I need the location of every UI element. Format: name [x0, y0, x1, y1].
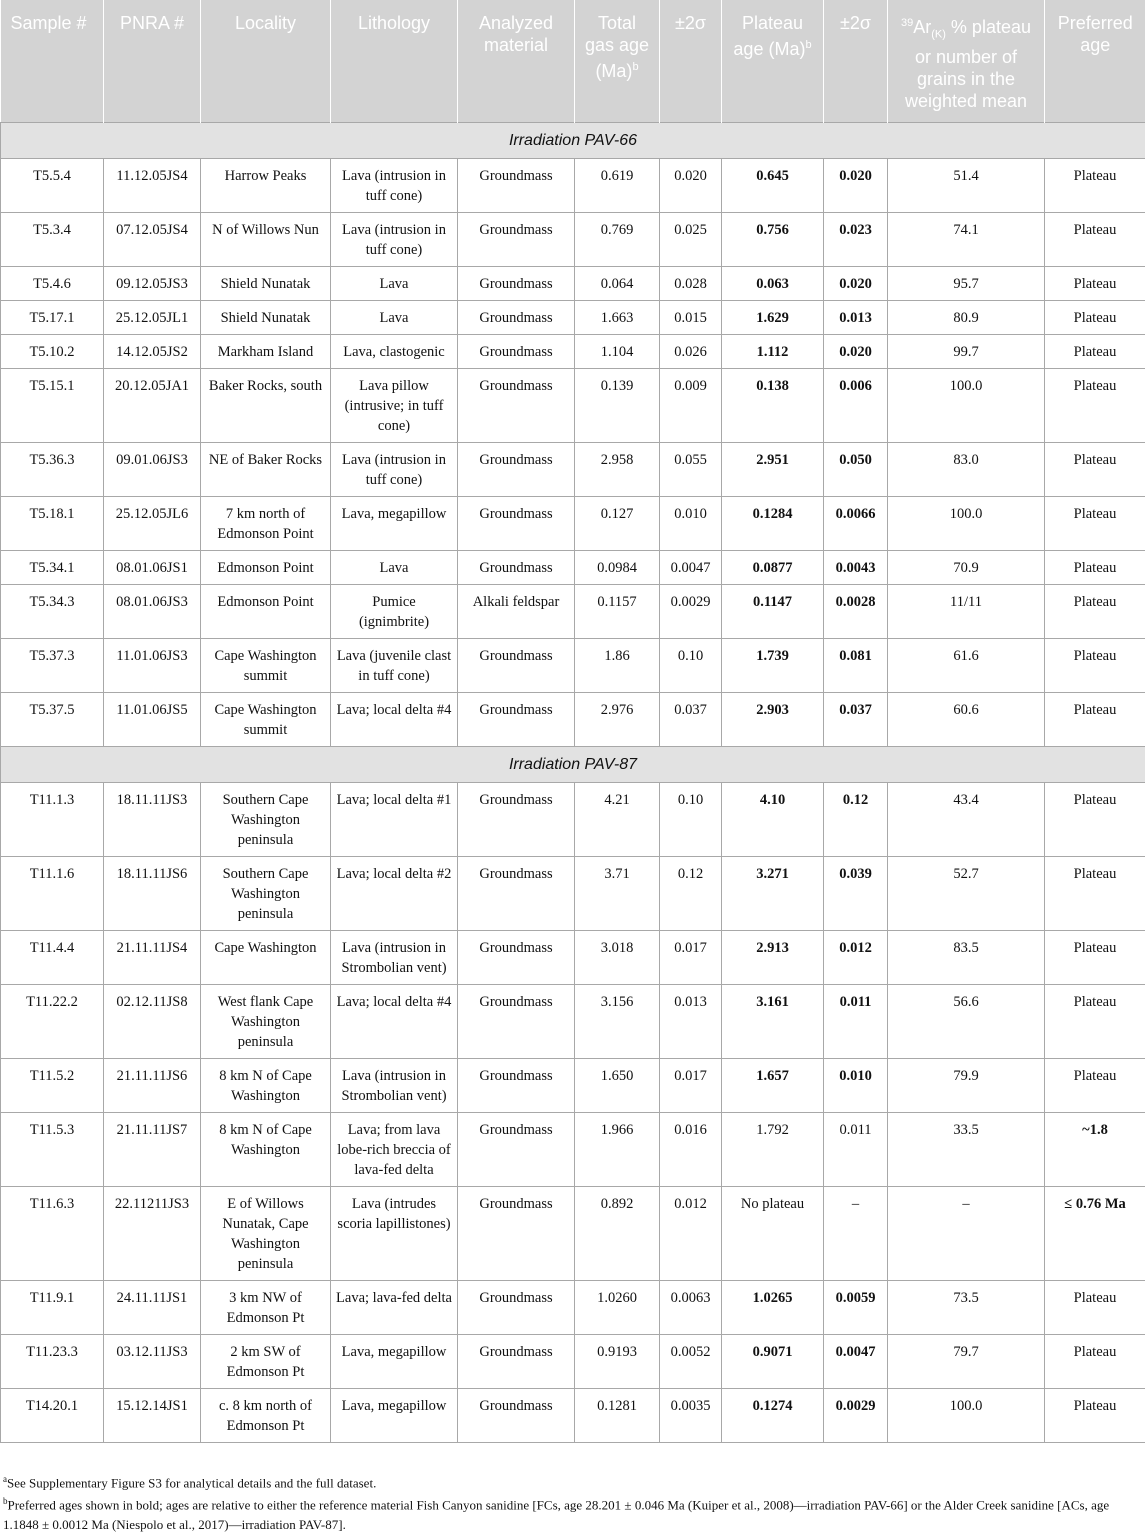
- cell-sigma-total: 0.12: [660, 856, 722, 930]
- cell-ar-percent: 100.0: [888, 1388, 1045, 1442]
- cell-total-gas-age: 0.769: [575, 212, 660, 266]
- cell-plateau-age: 0.645: [722, 158, 824, 212]
- cell-sigma-plateau: 0.081: [824, 638, 888, 692]
- cell-sample: T14.20.1: [1, 1388, 104, 1442]
- cell-locality: N of Willows Nun: [201, 212, 331, 266]
- cell-material: Groundmass: [458, 442, 575, 496]
- cell-sigma-total: 0.0052: [660, 1334, 722, 1388]
- cell-preferred-age: Plateau: [1045, 856, 1145, 930]
- cell-ar-percent: 79.7: [888, 1334, 1045, 1388]
- cell-lithology: Lava: [331, 550, 458, 584]
- cell-sigma-plateau: 0.0028: [824, 584, 888, 638]
- cell-ar-percent: 80.9: [888, 300, 1045, 334]
- cell-total-gas-age: 1.86: [575, 638, 660, 692]
- table-row: [1, 1388, 1145, 1442]
- cell-pnra: 21.11.11JS4: [104, 930, 201, 984]
- cell-sigma-plateau: 0.039: [824, 856, 888, 930]
- table-row: [1, 782, 1145, 856]
- cell-material: Groundmass: [458, 1058, 575, 1112]
- cell-sigma-plateau: 0.013: [824, 300, 888, 334]
- cell-total-gas-age: 2.976: [575, 692, 660, 746]
- cell-lithology: Lava; lava-fed delta: [331, 1280, 458, 1334]
- cell-locality: Southern Cape Washington peninsula: [201, 856, 331, 930]
- cell-lithology: Lava, clastogenic: [331, 334, 458, 368]
- cell-ar-percent: 83.5: [888, 930, 1045, 984]
- cell-sigma-total: 0.028: [660, 266, 722, 300]
- cell-total-gas-age: 4.21: [575, 782, 660, 856]
- cell-pnra: 14.12.05JS2: [104, 334, 201, 368]
- table-row: [1, 1334, 1145, 1388]
- cell-preferred-age: Plateau: [1045, 368, 1145, 442]
- cell-sigma-plateau: 0.12: [824, 782, 888, 856]
- col-header-preferred-age: Preferred age: [1045, 0, 1145, 122]
- cell-pnra: 09.12.05JS3: [104, 266, 201, 300]
- cell-sigma-total: 0.017: [660, 1058, 722, 1112]
- cell-ar-percent: –: [888, 1186, 1045, 1280]
- cell-sample: T11.4.4: [1, 930, 104, 984]
- table-row: [1, 550, 1145, 584]
- cell-sigma-plateau: 0.037: [824, 692, 888, 746]
- cell-total-gas-age: 3.156: [575, 984, 660, 1058]
- cell-plateau-age: 0.0877: [722, 550, 824, 584]
- cell-sigma-total: 0.010: [660, 496, 722, 550]
- cell-material: Groundmass: [458, 496, 575, 550]
- section-header-row: [1, 122, 1145, 158]
- cell-sample: T11.1.6: [1, 856, 104, 930]
- table-row: [1, 300, 1145, 334]
- cell-locality: 8 km N of Cape Washington: [201, 1112, 331, 1186]
- cell-sigma-total: 0.026: [660, 334, 722, 368]
- cell-preferred-age: Plateau: [1045, 782, 1145, 856]
- cell-plateau-age: 1.0265: [722, 1280, 824, 1334]
- cell-sigma-plateau: 0.0059: [824, 1280, 888, 1334]
- cell-sample: T5.4.6: [1, 266, 104, 300]
- cell-lithology: Lava; local delta #1: [331, 782, 458, 856]
- cell-pnra: 11.12.05JS4: [104, 158, 201, 212]
- cell-total-gas-age: 3.018: [575, 930, 660, 984]
- cell-sigma-plateau: 0.020: [824, 158, 888, 212]
- section-title: Irradiation PAV-66: [1, 122, 1145, 158]
- cell-preferred-age: Plateau: [1045, 442, 1145, 496]
- cell-plateau-age: 0.1147: [722, 584, 824, 638]
- cell-pnra: 22.11211JS3: [104, 1186, 201, 1280]
- table-row: [1, 212, 1145, 266]
- cell-sigma-total: 0.017: [660, 930, 722, 984]
- cell-plateau-age: 0.9071: [722, 1334, 824, 1388]
- cell-lithology: Lava: [331, 266, 458, 300]
- cell-lithology: Lava (intrusion in tuff cone): [331, 442, 458, 496]
- cell-sigma-plateau: –: [824, 1186, 888, 1280]
- cell-sample: T5.37.3: [1, 638, 104, 692]
- cell-pnra: 08.01.06JS1: [104, 550, 201, 584]
- cell-ar-percent: 52.7: [888, 856, 1045, 930]
- cell-lithology: Lava, megapillow: [331, 1334, 458, 1388]
- table-row: [1, 334, 1145, 368]
- cell-locality: 8 km N of Cape Washington: [201, 1058, 331, 1112]
- cell-pnra: 25.12.05JL1: [104, 300, 201, 334]
- cell-material: Groundmass: [458, 1112, 575, 1186]
- cell-total-gas-age: 0.139: [575, 368, 660, 442]
- cell-lithology: Lava (intrudes scoria lapillistones): [331, 1186, 458, 1280]
- cell-preferred-age: Plateau: [1045, 930, 1145, 984]
- cell-material: Groundmass: [458, 782, 575, 856]
- cell-preferred-age: Plateau: [1045, 1058, 1145, 1112]
- cell-locality: 2 km SW of Edmonson Pt: [201, 1334, 331, 1388]
- cell-locality: Shield Nunatak: [201, 266, 331, 300]
- cell-material: Groundmass: [458, 550, 575, 584]
- cell-pnra: 11.01.06JS5: [104, 692, 201, 746]
- cell-material: Groundmass: [458, 930, 575, 984]
- cell-sigma-total: 0.10: [660, 638, 722, 692]
- cell-locality: c. 8 km north of Edmonson Pt: [201, 1388, 331, 1442]
- cell-plateau-age: 2.913: [722, 930, 824, 984]
- cell-lithology: Lava; local delta #2: [331, 856, 458, 930]
- cell-total-gas-age: 0.064: [575, 266, 660, 300]
- cell-plateau-age: 1.112: [722, 334, 824, 368]
- cell-total-gas-age: 1.966: [575, 1112, 660, 1186]
- cell-lithology: Lava (intrusion in Strombolian vent): [331, 930, 458, 984]
- cell-total-gas-age: 2.958: [575, 442, 660, 496]
- cell-material: Groundmass: [458, 266, 575, 300]
- cell-plateau-age: No plateau: [722, 1186, 824, 1280]
- cell-locality: Harrow Peaks: [201, 158, 331, 212]
- cell-ar-percent: 51.4: [888, 158, 1045, 212]
- col-header-locality: Locality: [201, 0, 331, 122]
- table-body: [1, 122, 1145, 1442]
- cell-pnra: 03.12.11JS3: [104, 1334, 201, 1388]
- table-row: [1, 984, 1145, 1058]
- table-row: [1, 856, 1145, 930]
- cell-pnra: 18.11.11JS6: [104, 856, 201, 930]
- cell-sample: T5.37.5: [1, 692, 104, 746]
- col-header-sigma-plateau: ±2σ: [824, 0, 888, 122]
- cell-locality: West flank Cape Washington peninsula: [201, 984, 331, 1058]
- cell-sample: T5.34.3: [1, 584, 104, 638]
- cell-material: Groundmass: [458, 300, 575, 334]
- cell-lithology: Lava: [331, 300, 458, 334]
- cell-pnra: 15.12.14JS1: [104, 1388, 201, 1442]
- cell-sample: T11.6.3: [1, 1186, 104, 1280]
- table-row: [1, 584, 1145, 638]
- cell-preferred-age: ≤ 0.76 Ma: [1045, 1186, 1145, 1280]
- cell-ar-percent: 74.1: [888, 212, 1045, 266]
- cell-sigma-plateau: 0.020: [824, 334, 888, 368]
- cell-plateau-age: 2.951: [722, 442, 824, 496]
- col-header-lithology: Lithology: [331, 0, 458, 122]
- cell-preferred-age: Plateau: [1045, 584, 1145, 638]
- cell-locality: Baker Rocks, south: [201, 368, 331, 442]
- cell-sample: T11.5.3: [1, 1112, 104, 1186]
- cell-lithology: Lava (intrusion in tuff cone): [331, 158, 458, 212]
- cell-lithology: Lava; from lava lobe-rich breccia of lava-fed delta: [331, 1112, 458, 1186]
- table-row: [1, 638, 1145, 692]
- cell-sigma-total: 0.020: [660, 158, 722, 212]
- cell-total-gas-age: 0.1157: [575, 584, 660, 638]
- cell-plateau-age: 0.063: [722, 266, 824, 300]
- cell-total-gas-age: 0.892: [575, 1186, 660, 1280]
- cell-material: Groundmass: [458, 1334, 575, 1388]
- cell-sigma-total: 0.012: [660, 1186, 722, 1280]
- cell-sigma-total: 0.055: [660, 442, 722, 496]
- cell-plateau-age: 3.161: [722, 984, 824, 1058]
- cell-material: Groundmass: [458, 856, 575, 930]
- cell-plateau-age: 1.657: [722, 1058, 824, 1112]
- col-header-total-gas-age: Total gas age $(Ma)^b$: [575, 0, 660, 122]
- cell-material: Groundmass: [458, 368, 575, 442]
- cell-pnra: 07.12.05JS4: [104, 212, 201, 266]
- cell-lithology: Lava (intrusion in tuff cone): [331, 212, 458, 266]
- cell-sample: T11.22.2: [1, 984, 104, 1058]
- cell-sigma-plateau: 0.012: [824, 930, 888, 984]
- cell-sigma-total: 0.016: [660, 1112, 722, 1186]
- cell-preferred-age: Plateau: [1045, 158, 1145, 212]
- cell-material: Groundmass: [458, 984, 575, 1058]
- table-row: [1, 442, 1145, 496]
- cell-sigma-total: 0.015: [660, 300, 722, 334]
- section-title: Irradiation PAV-87: [1, 746, 1145, 782]
- cell-pnra: 08.01.06JS3: [104, 584, 201, 638]
- table-row: [1, 158, 1145, 212]
- cell-sigma-plateau: 0.0029: [824, 1388, 888, 1442]
- cell-material: Groundmass: [458, 212, 575, 266]
- cell-plateau-age: 1.629: [722, 300, 824, 334]
- cell-total-gas-age: 1.663: [575, 300, 660, 334]
- cell-total-gas-age: 0.0984: [575, 550, 660, 584]
- cell-sigma-total: 0.037: [660, 692, 722, 746]
- cell-pnra: 18.11.11JS3: [104, 782, 201, 856]
- cell-ar-percent: 33.5: [888, 1112, 1045, 1186]
- cell-ar-percent: 60.6: [888, 692, 1045, 746]
- cell-ar-percent: 11/11: [888, 584, 1045, 638]
- cell-material: Groundmass: [458, 638, 575, 692]
- cell-lithology: Lava, megapillow: [331, 496, 458, 550]
- cell-pnra: 20.12.05JA1: [104, 368, 201, 442]
- cell-sample: T5.36.3: [1, 442, 104, 496]
- cell-sigma-total: 0.0029: [660, 584, 722, 638]
- cell-total-gas-age: 1.104: [575, 334, 660, 368]
- cell-locality: 7 km north of Edmonson Point: [201, 496, 331, 550]
- cell-plateau-age: 0.138: [722, 368, 824, 442]
- cell-sigma-plateau: 0.050: [824, 442, 888, 496]
- cell-pnra: 24.11.11JS1: [104, 1280, 201, 1334]
- table-row: [1, 692, 1145, 746]
- col-header-sigma-total: ±2σ: [660, 0, 722, 122]
- cell-plateau-age: 4.10: [722, 782, 824, 856]
- cell-sample: T11.1.3: [1, 782, 104, 856]
- cell-preferred-age: Plateau: [1045, 550, 1145, 584]
- cell-total-gas-age: 0.127: [575, 496, 660, 550]
- cell-material: Groundmass: [458, 692, 575, 746]
- cell-plateau-age: 1.739: [722, 638, 824, 692]
- cell-sample: T5.15.1: [1, 368, 104, 442]
- section-header-row: [1, 746, 1145, 782]
- cell-sigma-total: 0.0063: [660, 1280, 722, 1334]
- table-row: [1, 1058, 1145, 1112]
- cell-locality: Edmonson Point: [201, 550, 331, 584]
- cell-plateau-age: 1.792: [722, 1112, 824, 1186]
- cell-preferred-age: Plateau: [1045, 300, 1145, 334]
- cell-plateau-age: 0.1284: [722, 496, 824, 550]
- cell-sample: T11.23.3: [1, 1334, 104, 1388]
- col-header-ar-percent: $^{39}Ar_{(K)}$ % plateau or number of grains in the weighted mean: [888, 0, 1045, 122]
- col-header-material: Analyzed material: [458, 0, 575, 122]
- cell-locality: Southern Cape Washington peninsula: [201, 782, 331, 856]
- cell-pnra: 11.01.06JS3: [104, 638, 201, 692]
- cell-total-gas-age: 1.0260: [575, 1280, 660, 1334]
- cell-sigma-total: 0.0035: [660, 1388, 722, 1442]
- col-header-plateau-age: Plateau age $(Ma)^b$: [722, 0, 824, 122]
- cell-preferred-age: Plateau: [1045, 638, 1145, 692]
- cell-material: Groundmass: [458, 334, 575, 368]
- cell-locality: Cape Washington: [201, 930, 331, 984]
- cell-sigma-plateau: 0.011: [824, 984, 888, 1058]
- cell-locality: Cape Washington summit: [201, 638, 331, 692]
- cell-pnra: 09.01.06JS3: [104, 442, 201, 496]
- cell-sample: T5.10.2: [1, 334, 104, 368]
- cell-preferred-age: Plateau: [1045, 1334, 1145, 1388]
- cell-locality: Cape Washington summit: [201, 692, 331, 746]
- cell-sigma-plateau: 0.006: [824, 368, 888, 442]
- cell-pnra: 21.11.11JS6: [104, 1058, 201, 1112]
- cell-total-gas-age: 3.71: [575, 856, 660, 930]
- cell-sample: T11.5.2: [1, 1058, 104, 1112]
- cell-ar-percent: 70.9: [888, 550, 1045, 584]
- cell-preferred-age: ~1.8: [1045, 1112, 1145, 1186]
- cell-lithology: Pumice (ignimbrite): [331, 584, 458, 638]
- cell-total-gas-age: 1.650: [575, 1058, 660, 1112]
- table-row: [1, 1112, 1145, 1186]
- cell-ar-percent: 73.5: [888, 1280, 1045, 1334]
- cell-ar-percent: 56.6: [888, 984, 1045, 1058]
- cell-sigma-plateau: 0.010: [824, 1058, 888, 1112]
- cell-pnra: 25.12.05JL6: [104, 496, 201, 550]
- cell-lithology: Lava; local delta #4: [331, 692, 458, 746]
- cell-locality: NE of Baker Rocks: [201, 442, 331, 496]
- cell-pnra: 02.12.11JS8: [104, 984, 201, 1058]
- cell-sample: T5.34.1: [1, 550, 104, 584]
- table-row: [1, 1186, 1145, 1280]
- footnote-a: $^a$See Supplementary Figure S3 for analytical details and the full dataset.: [3, 1470, 1143, 1492]
- cell-ar-percent: 83.0: [888, 442, 1045, 496]
- header-row: [1, 0, 1145, 122]
- cell-sigma-plateau: 0.0066: [824, 496, 888, 550]
- cell-ar-percent: 61.6: [888, 638, 1045, 692]
- cell-sample: T5.18.1: [1, 496, 104, 550]
- table-row: [1, 930, 1145, 984]
- cell-sample: T5.5.4: [1, 158, 104, 212]
- cell-locality: Markham Island: [201, 334, 331, 368]
- cell-sigma-plateau: 0.011: [824, 1112, 888, 1186]
- cell-plateau-age: 0.756: [722, 212, 824, 266]
- cell-ar-percent: 43.4: [888, 782, 1045, 856]
- cell-preferred-age: Plateau: [1045, 334, 1145, 368]
- cell-preferred-age: Plateau: [1045, 266, 1145, 300]
- cell-material: Groundmass: [458, 1280, 575, 1334]
- cell-plateau-age: 0.1274: [722, 1388, 824, 1442]
- footnote-b: $^b$Preferred ages shown in bold; ages are relative to either the reference material Fish Canyon sanidine [FCs, age 28.201 ± 0.046 Ma (Kuiper et al., 2008)—irradiation PAV-66] or the Alder Creek sanidine [ACs, age 1.1848 ± 0.0012 Ma (Niespolo et al., 2017)—irradiation PAV-87].: [3, 1492, 1143, 1533]
- cell-sigma-total: 0.0047: [660, 550, 722, 584]
- cell-material: Groundmass: [458, 1388, 575, 1442]
- cell-sigma-total: 0.013: [660, 984, 722, 1058]
- cell-ar-percent: 100.0: [888, 368, 1045, 442]
- cell-sigma-plateau: 0.023: [824, 212, 888, 266]
- cell-sigma-plateau: 0.0047: [824, 1334, 888, 1388]
- cell-ar-percent: 79.9: [888, 1058, 1045, 1112]
- table-row: [1, 496, 1145, 550]
- table-row: [1, 1280, 1145, 1334]
- cell-locality: 3 km NW of Edmonson Pt: [201, 1280, 331, 1334]
- cell-preferred-age: Plateau: [1045, 692, 1145, 746]
- cell-plateau-age: 3.271: [722, 856, 824, 930]
- table-row: [1, 266, 1145, 300]
- cell-sigma-total: 0.025: [660, 212, 722, 266]
- cell-locality: Shield Nunatak: [201, 300, 331, 334]
- cell-material: Alkali feldspar: [458, 584, 575, 638]
- cell-sample: T5.3.4: [1, 212, 104, 266]
- col-header-pnra: PNRA #: [104, 0, 201, 122]
- cell-locality: Edmonson Point: [201, 584, 331, 638]
- cell-preferred-age: Plateau: [1045, 1280, 1145, 1334]
- cell-total-gas-age: 0.619: [575, 158, 660, 212]
- cell-total-gas-age: 0.9193: [575, 1334, 660, 1388]
- cell-sigma-plateau: 0.020: [824, 266, 888, 300]
- col-header-sample: Sample #: [1, 0, 104, 122]
- cell-ar-percent: 95.7: [888, 266, 1045, 300]
- cell-preferred-age: Plateau: [1045, 212, 1145, 266]
- cell-lithology: Lava (intrusion in Strombolian vent): [331, 1058, 458, 1112]
- cell-sigma-plateau: 0.0043: [824, 550, 888, 584]
- cell-sigma-total: 0.10: [660, 782, 722, 856]
- cell-ar-percent: 100.0: [888, 496, 1045, 550]
- cell-plateau-age: 2.903: [722, 692, 824, 746]
- cell-material: Groundmass: [458, 1186, 575, 1280]
- cell-sample: T11.9.1: [1, 1280, 104, 1334]
- cell-preferred-age: Plateau: [1045, 1388, 1145, 1442]
- cell-ar-percent: 99.7: [888, 334, 1045, 368]
- footnotes: [3, 1470, 1143, 1534]
- cell-preferred-age: Plateau: [1045, 496, 1145, 550]
- cell-lithology: Lava (juvenile clast in tuff cone): [331, 638, 458, 692]
- cell-total-gas-age: 0.1281: [575, 1388, 660, 1442]
- cell-preferred-age: Plateau: [1045, 984, 1145, 1058]
- cell-material: Groundmass: [458, 158, 575, 212]
- cell-locality: E of Willows Nunatak, Cape Washington peninsula: [201, 1186, 331, 1280]
- table-row: [1, 368, 1145, 442]
- cell-lithology: Lava pillow (intrusive; in tuff cone): [331, 368, 458, 442]
- cell-sigma-total: 0.009: [660, 368, 722, 442]
- cell-lithology: Lava; local delta #4: [331, 984, 458, 1058]
- cell-lithology: Lava, megapillow: [331, 1388, 458, 1442]
- cell-sample: T5.17.1: [1, 300, 104, 334]
- cell-pnra: 21.11.11JS7: [104, 1112, 201, 1186]
